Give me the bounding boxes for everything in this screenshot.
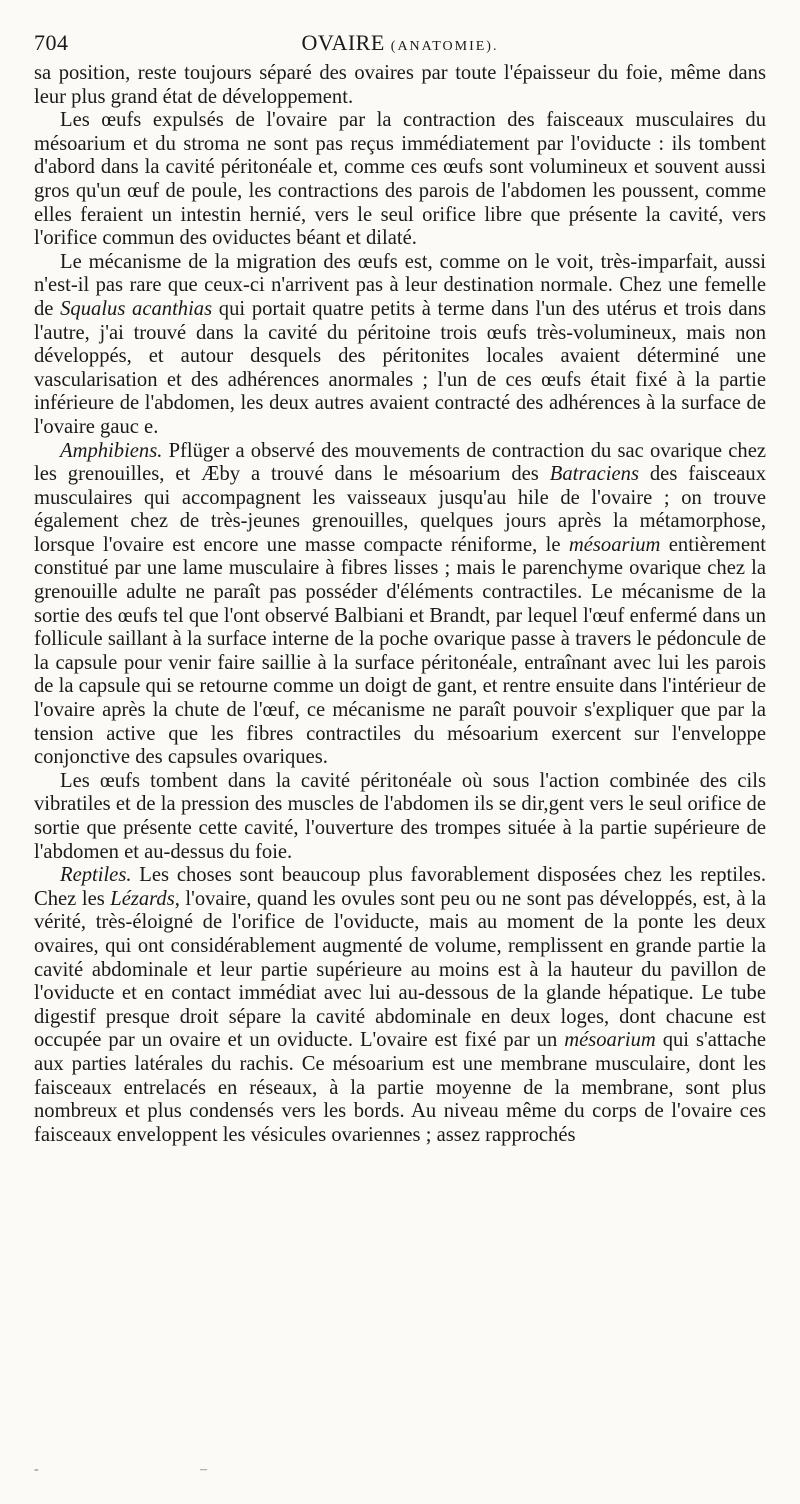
running-header [34, 28, 766, 62]
margin-speck: - [34, 1462, 39, 1477]
paragraph [34, 864, 766, 1147]
paragraph [34, 770, 766, 864]
italic-term: Batraciens [549, 463, 639, 486]
text-run: , l'ovaire, quand les ovules sont peu ou ne sont pas développés, est, à la vérité, très-éloigné de l'orifice de l'oviducte, mais au moment de la ponte les deux ovaires, qui ont considérablement augmenté de volume, remplissent en grande partie la cavité abdominale et leur partie supérieure au moins est à la hauteur du pavillon de l'oviducte et en contact immédiat avec lui au-dessous de la glande hépatique. Le tube digestif presque droit sépare la cavité abdominale en deux loges, dont chacune est occupée par un ovaire et un oviducte. L'ovaire est fixé par un [34, 887, 766, 1052]
body-text [34, 62, 766, 1147]
paragraph [34, 251, 766, 440]
italic-term: Squalus acanthias [60, 297, 213, 320]
text-run: sa position, reste toujours séparé des ovaires par toute l'épaisseur du foie, même dans leur plus grand état de développement. [34, 62, 766, 108]
text-run: qui s'attache aux parties latérales du rachis. Ce mésoarium est une membrane musculaire, dont les faisceaux entrelacés en réseaux, à la partie moyenne de la membrane, sont plus nombreux et plus condensés vers les bords. Au niveau même du corps de l'ovaire ces faisceaux enveloppent les vésicules ovariennes ; assez rapprochés [34, 1029, 767, 1146]
text-run: Les choses sont beaucoup plus favorablement disposées chez les reptiles. Chez les [34, 864, 766, 910]
text-run: Le mécanisme de la migration des œufs est, comme on le voit, très-imparfait, aussi n'est-il pas rare que ceux-ci n'arrivent pas à leur destination normale. Chez une femelle de [34, 250, 766, 320]
italic-term: mésoarium [568, 533, 661, 556]
running-title [34, 30, 766, 56]
text-run: Les œufs tombent dans la cavité péritonéale où sous l'action combinée des cils vibratiles et de la pression des muscles de l'abdomen ils se dir,gent vers le seul orifice de sortie que présente cette cavité, l'ouverture des trompes située à la partie supérieure de l'abdomen et au-dessus du foie. [34, 769, 766, 863]
text-run: Les œufs expulsés de l'ovaire par la contraction des faisceaux musculaires du mésoarium et du stroma ne sont pas reçus immédiatement par l'oviducte : ils tombent d'abord dans la cavité péritonéale et, comme ces œufs sont volumineux et souvent aussi gros qu'un œuf de poule, les contractions des parois de l'abdomen les poussent, comme elles feraient un intestin hernié, vers le seul orifice libre que présente la cavité, vers l'orifice commun des oviductes béant et dilaté. [34, 109, 766, 250]
running-title-sub: (ANATOMIE). [390, 39, 499, 54]
italic-term: mésoarium [564, 1029, 656, 1052]
text-run: Pflüger a observé des mouvements de contraction du sac ovarique chez les grenouilles, et Æby a trouvé dans le mésoarium des [34, 439, 766, 486]
text-run: entièrement constitué par une lame musculaire à fibres lisses ; mais le parenchyme ovarique chez la grenouille adulte ne paraît pas posséder d'éléments contractiles. Le mécanisme de la sortie des œufs tel que l'ont observé Balbiani et Brandt, par lequel l'œuf enfermé dans un follicule saillant à la surface interne de la poche ovarique passe à travers le pédoncule de la capsule pour venir faire saillie à la surface péritonéale, entraînant avec lui les parois de la capsule qui se retourne comme un doigt de gant, et rentre ensuite dans l'intérieur de l'ovaire après la chute de l'œuf, ce mécanisme ne paraît pouvoir s'expliquer que par la tension active que les fibres contractiles du mésoarium exercent sur l'enveloppe conjonctive des capsules ovariques. [34, 533, 766, 769]
running-title-main: OVAIRE [301, 30, 385, 55]
paragraph [34, 109, 766, 251]
italic-term: Amphibiens. [60, 439, 163, 462]
text-run: qui portait quatre petits à terme dans l'un des utérus et trois dans l'autre, j'ai trouvé dans la cavité du péritoine trois œufs très-volumineux, mais non développés, et autour desquels des péritonites locales avaient déterminé une vascularisation et des adhérences anormales ; l'un de ces œufs était fixé à la partie inférieure de l'abdomen, les deux autres avaient contracté des adhérences à la surface de l'ovaire gauc e. [34, 297, 766, 438]
paragraph [34, 440, 766, 770]
page-number: 704 [34, 30, 69, 55]
margin-speck: – [200, 1462, 207, 1477]
text-run: des faisceaux musculaires qui accompagnent les vaisseaux jusqu'au hile de l'ovaire ; on trouve également chez de très-jeunes grenouilles, quelques jours après la métamorphose, lorsque l'ovaire est encore une masse compacte réniforme, le [34, 463, 766, 556]
paragraph [34, 62, 766, 109]
italic-term: Lézards [110, 887, 175, 910]
italic-term: Reptiles. [60, 864, 132, 887]
